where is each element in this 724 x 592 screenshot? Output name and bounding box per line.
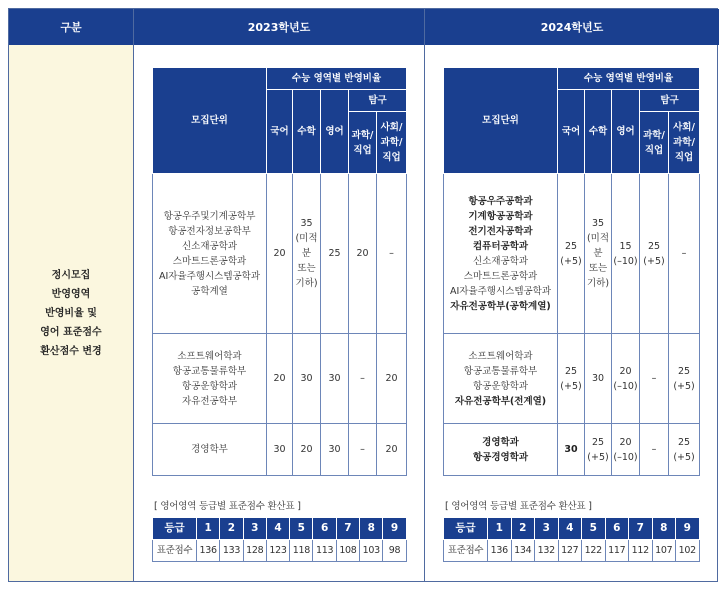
score-label: 표준점수 — [444, 540, 488, 562]
grade-header: 등급 — [444, 518, 488, 540]
grade-cell: 4 — [266, 518, 289, 540]
ratio-table-2024 — [443, 67, 700, 476]
english-cell: 15 (–10) — [612, 174, 640, 334]
unit-line: 자유전공학부(공학계열) — [450, 300, 551, 312]
soc-sci-voc-cell: 25 (+5) — [669, 424, 700, 476]
grade-cell: 2 — [511, 518, 535, 540]
table-row — [444, 424, 700, 476]
score-cell: 102 — [676, 540, 700, 562]
english-cell: 25 — [321, 174, 349, 334]
korean-cell: 25 (+5) — [558, 334, 585, 424]
soc-sci-voc-cell: – — [377, 174, 407, 334]
sci-voc-cell: – — [640, 334, 669, 424]
grade-cell: 8 — [652, 518, 676, 540]
score-label: 표준점수 — [153, 540, 197, 562]
grade-cell: 1 — [488, 518, 512, 540]
table-row — [444, 174, 700, 334]
korean-cell: 25 (+5) — [558, 174, 585, 334]
grade-cell: 9 — [383, 518, 406, 540]
score-cell: 117 — [605, 540, 629, 562]
sci-voc-cell: 20 — [349, 174, 377, 334]
score-cell: 112 — [629, 540, 653, 562]
header-soc-sci-voc: 사회/ 과학/ 직업 — [669, 112, 700, 174]
unit-line: 소프트웨어학과 — [468, 350, 533, 362]
grade-cell: 5 — [582, 518, 606, 540]
unit-cell: 소프트웨어학과 항공교통물류학부 항공운항학과 자유전공학부 — [153, 334, 267, 424]
category-text: 정시모집 반영영역 반영비율 및 영어 표준점수 환산점수 변경 — [40, 269, 102, 357]
sci-voc-cell: 25 (+5) — [640, 174, 669, 334]
header-english: 영어 — [321, 90, 349, 174]
unit-line: 항공우주공학과 — [468, 195, 533, 207]
header-category: 구분 — [9, 9, 133, 45]
score-cell: 134 — [511, 540, 535, 562]
header-math: 수학 — [585, 90, 612, 174]
header-sci-voc: 과학/ 직업 — [640, 112, 669, 174]
soc-sci-voc-cell: 20 — [377, 424, 407, 476]
grade-header: 등급 — [153, 518, 197, 540]
grade-cell: 9 — [676, 518, 700, 540]
unit-line: 항공운항학과 — [472, 380, 529, 392]
unit-cell — [444, 424, 558, 476]
header-unit: 모집단위 — [444, 68, 558, 174]
sci-voc-cell: – — [349, 424, 377, 476]
grade-cell: 1 — [197, 518, 220, 540]
score-cell: 122 — [582, 540, 606, 562]
header-ratio: 수능 영역별 반영비율 — [267, 68, 407, 90]
header-math: 수학 — [293, 90, 321, 174]
header-sci-voc: 과학/ 직업 — [349, 112, 377, 174]
header-inquiry: 탐구 — [640, 90, 700, 112]
soc-sci-voc-cell: 25 (+5) — [669, 334, 700, 424]
grade-cell: 4 — [558, 518, 582, 540]
unit-line: 컴퓨터공학과 — [472, 240, 529, 252]
english-cell: 30 — [321, 424, 349, 476]
score-cell: 127 — [558, 540, 582, 562]
math-cell: 30 — [293, 334, 321, 424]
table-row — [153, 174, 407, 334]
soc-sci-voc-cell: 20 — [377, 334, 407, 424]
header-ratio: 수능 영역별 반영비율 — [558, 68, 700, 90]
unit-line: 스마트드론공학과 — [463, 270, 538, 282]
score-cell: 133 — [220, 540, 243, 562]
soc-sci-voc-cell: – — [669, 174, 700, 334]
korean-cell: 30 — [267, 424, 293, 476]
grade-header-row — [444, 518, 700, 540]
score-row — [153, 540, 407, 562]
grade-cell: 7 — [629, 518, 653, 540]
grade-cell: 7 — [336, 518, 359, 540]
unit-line: 전기전자공학과 — [468, 225, 533, 237]
grade-cell: 8 — [360, 518, 383, 540]
grade-cell: 5 — [290, 518, 313, 540]
score-cell: 118 — [290, 540, 313, 562]
grade-cell: 2 — [220, 518, 243, 540]
english-cell: 20 (–10) — [612, 334, 640, 424]
header-2024: 2024학년도 — [425, 9, 719, 45]
grade-header-row — [153, 518, 407, 540]
header-unit: 모집단위 — [153, 68, 267, 174]
korean-cell: 30 — [558, 424, 585, 476]
table-row — [444, 334, 700, 424]
unit-line: 항공경영학과 — [472, 451, 529, 463]
unit-cell — [444, 334, 558, 424]
math-cell: 30 — [585, 334, 612, 424]
score-cell: 132 — [535, 540, 559, 562]
header-2023: 2023학년도 — [134, 9, 424, 45]
unit-cell: 경영학부 — [153, 424, 267, 476]
sci-voc-cell: – — [640, 424, 669, 476]
score-cell: 128 — [243, 540, 266, 562]
header-korean: 국어 — [558, 90, 585, 174]
unit-line: AI자율주행시스템공학과 — [449, 285, 552, 297]
grade-table-2024 — [443, 517, 700, 562]
score-cell: 136 — [488, 540, 512, 562]
unit-cell: 항공우주및기계공학부 항공전자정보공학부 신소재공학과 스마트드론공학과 AI자율주행시스템공학과 공학계열 — [153, 174, 267, 334]
unit-line: 경영학과 — [482, 436, 519, 448]
ratio-table-2023 — [152, 67, 407, 476]
score-cell: 107 — [652, 540, 676, 562]
unit-cell — [444, 174, 558, 334]
english-cell: 20 (–10) — [612, 424, 640, 476]
unit-line: 자유전공학부(전계열) — [454, 395, 547, 407]
unit-line: 항공교통물류학부 — [463, 365, 538, 377]
korean-cell: 20 — [267, 174, 293, 334]
unit-line: 신소재공학과 — [472, 255, 529, 267]
divider — [133, 9, 134, 581]
math-cell: 25 (+5) — [585, 424, 612, 476]
korean-cell: 20 — [267, 334, 293, 424]
header-soc-sci-voc: 사회/ 과학/ 직업 — [377, 112, 407, 174]
grade-cell: 3 — [243, 518, 266, 540]
score-row — [444, 540, 700, 562]
unit-line: 기계항공공학과 — [468, 210, 533, 222]
math-cell: 35 (미적 분 또는 기하) — [585, 174, 612, 334]
score-cell: 98 — [383, 540, 406, 562]
header-english: 영어 — [612, 90, 640, 174]
score-cell: 103 — [360, 540, 383, 562]
score-cell: 123 — [266, 540, 289, 562]
sci-voc-cell: – — [349, 334, 377, 424]
math-cell: 35 (미적 분 또는 기하) — [293, 174, 321, 334]
divider — [424, 9, 425, 581]
policy-frame — [8, 8, 718, 582]
table-row — [153, 424, 407, 476]
grade-cell: 3 — [535, 518, 559, 540]
table-row — [153, 334, 407, 424]
grade-caption-2023: [ 영어영역 등급별 표준점수 환산표 ] — [154, 501, 301, 512]
english-cell: 30 — [321, 334, 349, 424]
score-cell: 113 — [313, 540, 336, 562]
category-label — [9, 45, 133, 581]
score-cell: 108 — [336, 540, 359, 562]
grade-cell: 6 — [605, 518, 629, 540]
math-cell: 20 — [293, 424, 321, 476]
header-inquiry: 탐구 — [349, 90, 407, 112]
grade-cell: 6 — [313, 518, 336, 540]
grade-table-2023 — [152, 517, 407, 562]
grade-caption-2024: [ 영어영역 등급별 표준점수 환산표 ] — [445, 501, 592, 512]
score-cell: 136 — [197, 540, 220, 562]
header-korean: 국어 — [267, 90, 293, 174]
